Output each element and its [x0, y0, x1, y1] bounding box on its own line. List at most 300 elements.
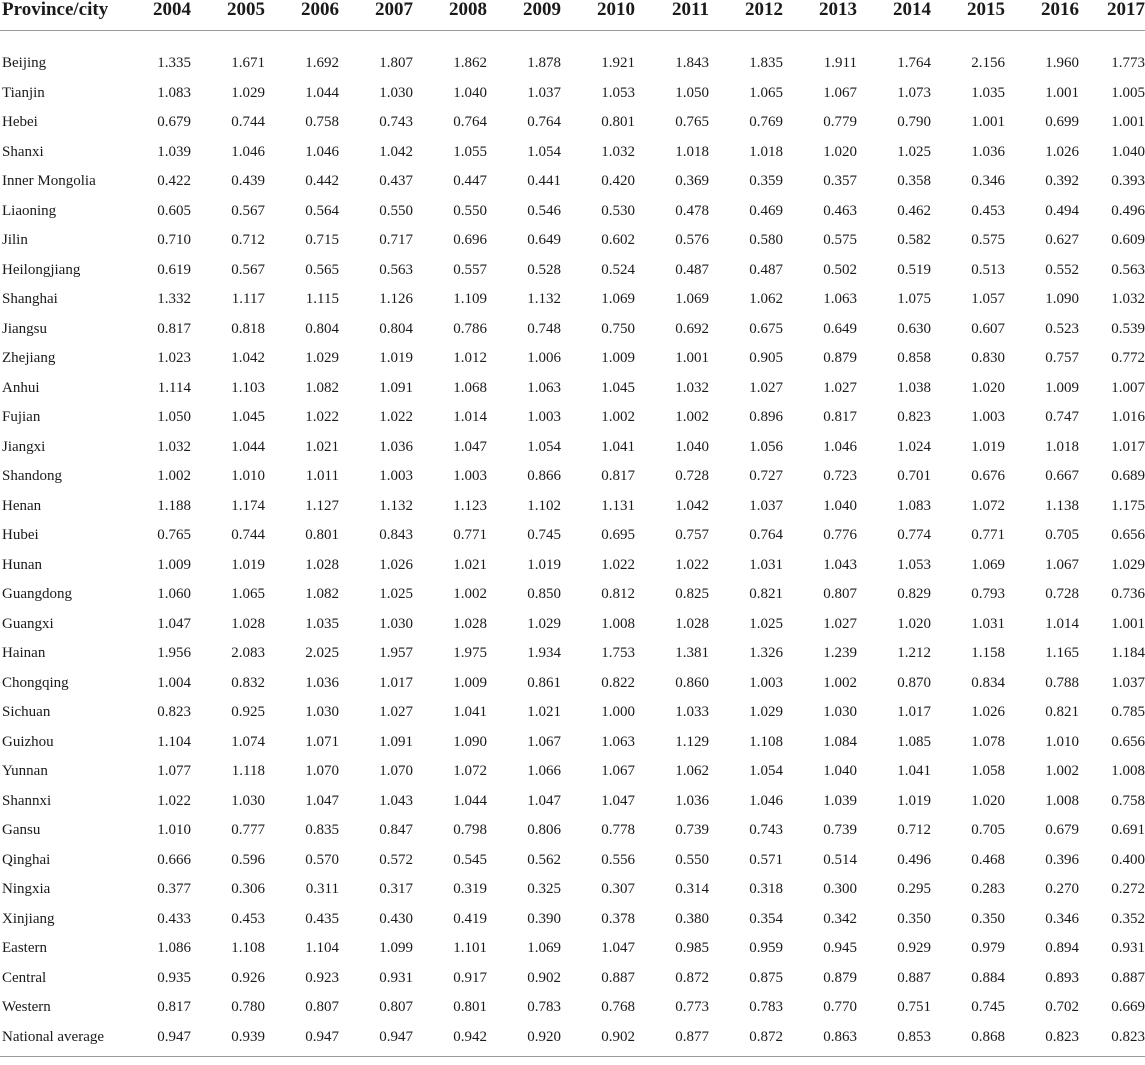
table-cell: 0.717 — [379, 232, 413, 249]
row-label: Jiangxi — [2, 438, 46, 455]
table-cell: 0.818 — [231, 320, 265, 337]
table-cell: 0.435 — [305, 910, 339, 927]
table-cell: 1.025 — [897, 143, 931, 160]
table-cell: 0.487 — [675, 261, 709, 278]
table-row — [0, 433, 1145, 463]
row-label: Fujian — [2, 409, 41, 426]
table-cell: 0.346 — [1045, 910, 1079, 927]
table-cell: 1.040 — [823, 497, 857, 514]
table-cell: 1.239 — [823, 645, 857, 662]
table-row — [0, 492, 1145, 522]
table-cell: 1.138 — [1045, 497, 1079, 514]
table-cell: 0.834 — [971, 674, 1005, 691]
table-cell: 0.771 — [453, 527, 487, 544]
row-label: Hunan — [2, 556, 42, 573]
table-cell: 1.042 — [675, 497, 709, 514]
table-cell: 1.046 — [823, 438, 857, 455]
table-cell: 0.739 — [675, 822, 709, 839]
table-cell: 1.046 — [305, 143, 339, 160]
table-cell: 1.129 — [675, 733, 709, 750]
table-cell: 0.917 — [453, 969, 487, 986]
table-cell: 0.850 — [527, 586, 561, 603]
table-cell: 1.026 — [379, 556, 413, 573]
column-header-year: 2004 — [153, 0, 191, 20]
table-cell: 1.021 — [453, 556, 487, 573]
table-cell: 0.931 — [379, 969, 413, 986]
table-cell: 0.575 — [823, 232, 857, 249]
row-label: Shanghai — [2, 291, 58, 308]
table-cell: 0.550 — [453, 202, 487, 219]
table-cell: 0.739 — [823, 822, 857, 839]
table-cell: 1.029 — [305, 350, 339, 367]
table-row — [0, 108, 1145, 138]
table-cell: 1.001 — [1111, 615, 1145, 632]
table-cell: 0.929 — [897, 940, 931, 957]
table-cell: 0.270 — [1045, 881, 1079, 898]
table-cell: 0.804 — [379, 320, 413, 337]
table-cell: 0.744 — [231, 114, 265, 131]
table-cell: 1.086 — [157, 940, 191, 957]
table-cell: 0.790 — [897, 114, 931, 131]
table-cell: 0.705 — [1045, 527, 1079, 544]
table-cell: 0.931 — [1111, 940, 1145, 957]
table-cell: 0.806 — [527, 822, 561, 839]
table-cell: 1.031 — [749, 556, 783, 573]
table-row — [0, 344, 1145, 374]
row-label: Western — [2, 999, 51, 1016]
table-cell: 0.627 — [1045, 232, 1079, 249]
table-cell: 1.960 — [1045, 55, 1079, 72]
table-cell: 0.283 — [971, 881, 1005, 898]
table-cell: 1.063 — [823, 291, 857, 308]
table-cell: 1.030 — [305, 704, 339, 721]
table-cell: 0.649 — [823, 320, 857, 337]
table-cell: 0.801 — [453, 999, 487, 1016]
table-cell: 0.817 — [157, 320, 191, 337]
table-row — [0, 79, 1145, 109]
table-row — [0, 49, 1145, 79]
row-label: Central — [2, 969, 47, 986]
table-cell: 0.793 — [971, 586, 1005, 603]
table-cell: 0.433 — [157, 910, 191, 927]
table-cell: 1.021 — [527, 704, 561, 721]
table-row — [0, 256, 1145, 286]
table-cell: 0.377 — [157, 881, 191, 898]
table-cell: 0.576 — [675, 232, 709, 249]
table-cell: 1.184 — [1111, 645, 1145, 662]
table-row — [0, 846, 1145, 876]
table-cell: 1.003 — [527, 409, 561, 426]
column-header-province: Province/city — [2, 0, 109, 20]
table-cell: 1.053 — [897, 556, 931, 573]
row-label: Heilongjiang — [2, 261, 81, 278]
table-cell: 1.126 — [379, 291, 413, 308]
table-cell: 0.563 — [379, 261, 413, 278]
table-cell: 1.692 — [305, 55, 339, 72]
table-cell: 0.945 — [823, 940, 857, 957]
table-cell: 0.894 — [1045, 940, 1079, 957]
table-cell: 1.037 — [1111, 674, 1145, 691]
table-cell: 1.037 — [527, 84, 561, 101]
table-cell: 1.057 — [971, 291, 1005, 308]
table-cell: 1.078 — [971, 733, 1005, 750]
table-cell: 0.979 — [971, 940, 1005, 957]
table-cell: 0.567 — [231, 202, 265, 219]
table-cell: 1.039 — [157, 143, 191, 160]
table-cell: 0.524 — [601, 261, 635, 278]
table-cell: 0.884 — [971, 969, 1005, 986]
table-cell: 1.003 — [971, 409, 1005, 426]
table-cell: 1.956 — [157, 645, 191, 662]
table-cell: 1.038 — [897, 379, 931, 396]
table-cell: 0.745 — [527, 527, 561, 544]
table-cell: 1.921 — [601, 55, 635, 72]
table-cell: 1.003 — [379, 468, 413, 485]
table-cell: 1.056 — [749, 438, 783, 455]
table-cell: 0.696 — [453, 232, 487, 249]
table-cell: 0.920 — [527, 1028, 561, 1045]
table-cell: 1.002 — [1045, 763, 1079, 780]
table-cell: 0.562 — [527, 851, 561, 868]
table-cell: 1.332 — [157, 291, 191, 308]
table-cell: 0.757 — [1045, 350, 1079, 367]
table-row — [0, 964, 1145, 994]
table-cell: 2.083 — [231, 645, 265, 662]
table-cell: 1.103 — [231, 379, 265, 396]
table-cell: 0.748 — [527, 320, 561, 337]
table-cell: 0.723 — [823, 468, 857, 485]
table-cell: 1.030 — [379, 615, 413, 632]
table-cell: 1.029 — [749, 704, 783, 721]
table-cell: 1.067 — [601, 763, 635, 780]
table-cell: 1.032 — [675, 379, 709, 396]
table-row — [0, 993, 1145, 1023]
table-cell: 1.073 — [897, 84, 931, 101]
table-cell: 1.117 — [231, 291, 265, 308]
table-cell: 1.071 — [305, 733, 339, 750]
table-cell: 0.679 — [1045, 822, 1079, 839]
table-cell: 1.042 — [379, 143, 413, 160]
table-cell: 1.036 — [379, 438, 413, 455]
table-cell: 0.807 — [379, 999, 413, 1016]
table-cell: 0.776 — [823, 527, 857, 544]
column-header-year: 2008 — [449, 0, 487, 20]
table-cell: 0.926 — [231, 969, 265, 986]
table-cell: 0.817 — [601, 468, 635, 485]
table-cell: 0.359 — [749, 173, 783, 190]
table-cell: 1.062 — [749, 291, 783, 308]
table-cell: 0.701 — [897, 468, 931, 485]
table-cell: 0.496 — [1111, 202, 1145, 219]
table-cell: 0.863 — [823, 1028, 857, 1045]
table-cell: 0.807 — [823, 586, 857, 603]
table-cell: 1.020 — [897, 615, 931, 632]
row-label: Eastern — [2, 940, 47, 957]
table-cell: 1.018 — [1045, 438, 1079, 455]
table-cell: 1.066 — [527, 763, 561, 780]
table-cell: 1.067 — [823, 84, 857, 101]
table-cell: 1.053 — [601, 84, 635, 101]
table-cell: 0.893 — [1045, 969, 1079, 986]
table-cell: 1.083 — [897, 497, 931, 514]
table-cell: 1.975 — [453, 645, 487, 662]
table-cell: 1.010 — [1045, 733, 1079, 750]
table-cell: 1.024 — [897, 438, 931, 455]
table-cell: 1.069 — [675, 291, 709, 308]
table-cell: 1.084 — [823, 733, 857, 750]
table-cell: 0.649 — [527, 232, 561, 249]
table-cell: 1.001 — [1045, 84, 1079, 101]
table-cell: 0.469 — [749, 202, 783, 219]
table-cell: 1.043 — [379, 792, 413, 809]
table-cell: 0.689 — [1111, 468, 1145, 485]
table-cell: 0.439 — [231, 173, 265, 190]
table-row — [0, 875, 1145, 905]
table-cell: 1.043 — [823, 556, 857, 573]
table-cell: 1.065 — [749, 84, 783, 101]
table-cell: 1.022 — [157, 792, 191, 809]
table-cell: 0.437 — [379, 173, 413, 190]
row-label: Hebei — [2, 114, 38, 131]
table-cell: 0.902 — [527, 969, 561, 986]
table-cell: 1.067 — [1045, 556, 1079, 573]
table-cell: 0.887 — [897, 969, 931, 986]
row-label: Ningxia — [2, 881, 51, 898]
table-cell: 1.006 — [527, 350, 561, 367]
table-cell: 0.272 — [1111, 881, 1145, 898]
table-cell: 1.028 — [305, 556, 339, 573]
table-cell: 0.858 — [897, 350, 931, 367]
table-header — [0, 0, 1145, 49]
table-cell: 0.669 — [1111, 999, 1145, 1016]
table-cell: 1.040 — [675, 438, 709, 455]
table-cell: 0.728 — [1045, 586, 1079, 603]
table-cell: 1.090 — [1045, 291, 1079, 308]
table-cell: 0.420 — [601, 173, 635, 190]
table-cell: 1.934 — [527, 645, 561, 662]
column-header-year: 2014 — [893, 0, 931, 20]
table-cell: 1.036 — [971, 143, 1005, 160]
table-cell: 1.047 — [305, 792, 339, 809]
header-row — [0, 0, 1145, 31]
table-cell: 0.311 — [305, 881, 339, 898]
table-cell: 1.027 — [823, 379, 857, 396]
table-cell: 1.047 — [601, 792, 635, 809]
table-cell: 0.770 — [823, 999, 857, 1016]
table-cell: 1.381 — [675, 645, 709, 662]
table-cell: 0.656 — [1111, 527, 1145, 544]
table-cell: 0.905 — [749, 350, 783, 367]
row-label: Inner Mongolia — [2, 173, 96, 190]
table-cell: 1.002 — [601, 409, 635, 426]
table-cell: 1.009 — [453, 674, 487, 691]
table-cell: 0.832 — [231, 674, 265, 691]
table-cell: 1.009 — [601, 350, 635, 367]
table-cell: 1.069 — [601, 291, 635, 308]
column-header-year: 2009 — [523, 0, 561, 20]
table-cell: 1.132 — [527, 291, 561, 308]
table-cell: 0.985 — [675, 940, 709, 957]
table-cell: 1.040 — [1111, 143, 1145, 160]
table-cell: 0.563 — [1111, 261, 1145, 278]
table-cell: 1.047 — [157, 615, 191, 632]
table-cell: 0.393 — [1111, 173, 1145, 190]
table-cell: 1.022 — [601, 556, 635, 573]
table-cell: 1.878 — [527, 55, 561, 72]
table-cell: 1.063 — [601, 733, 635, 750]
table-cell: 0.523 — [1045, 320, 1079, 337]
table-cell: 0.400 — [1111, 851, 1145, 868]
table-cell: 1.060 — [157, 586, 191, 603]
table-cell: 0.728 — [675, 468, 709, 485]
table-cell: 0.785 — [1111, 704, 1145, 721]
table-cell: 0.778 — [601, 822, 635, 839]
table-cell: 0.350 — [897, 910, 931, 927]
row-label: Gansu — [2, 822, 41, 839]
table-cell: 1.108 — [749, 733, 783, 750]
table-cell: 0.691 — [1111, 822, 1145, 839]
table-cell: 1.023 — [157, 350, 191, 367]
table-cell: 0.546 — [527, 202, 561, 219]
table-cell: 0.875 — [749, 969, 783, 986]
table-cell: 0.378 — [601, 910, 635, 927]
table-cell: 1.063 — [527, 379, 561, 396]
row-label: Jilin — [2, 232, 28, 249]
table-cell: 0.853 — [897, 1028, 931, 1045]
table-cell: 0.463 — [823, 202, 857, 219]
table-cell: 0.758 — [1111, 792, 1145, 809]
row-label: Jiangsu — [2, 320, 47, 337]
table-cell: 0.764 — [527, 114, 561, 131]
table-cell: 0.702 — [1045, 999, 1079, 1016]
table-row — [0, 138, 1145, 168]
table-cell: 1.014 — [1045, 615, 1079, 632]
table-cell: 0.352 — [1111, 910, 1145, 927]
table-cell: 1.009 — [1045, 379, 1079, 396]
table-cell: 0.764 — [749, 527, 783, 544]
table-cell: 1.009 — [157, 556, 191, 573]
table-cell: 1.067 — [527, 733, 561, 750]
table-row — [0, 315, 1145, 345]
table-cell: 0.959 — [749, 940, 783, 957]
row-label: Guangxi — [2, 615, 54, 632]
table-cell: 0.947 — [305, 1028, 339, 1045]
table-cell: 0.822 — [601, 674, 635, 691]
table-cell: 1.099 — [379, 940, 413, 957]
table-cell: 0.798 — [453, 822, 487, 839]
table-row — [0, 610, 1145, 640]
column-header-year: 2013 — [819, 0, 857, 20]
table-cell: 0.939 — [231, 1028, 265, 1045]
table-cell: 0.478 — [675, 202, 709, 219]
table-cell: 1.001 — [971, 114, 1005, 131]
table-cell: 1.065 — [231, 586, 265, 603]
table-cell: 0.727 — [749, 468, 783, 485]
table-cell: 0.565 — [305, 261, 339, 278]
table-cell: 1.035 — [971, 84, 1005, 101]
table-cell: 0.675 — [749, 320, 783, 337]
table-cell: 1.020 — [823, 143, 857, 160]
table-cell: 0.870 — [897, 674, 931, 691]
table-cell: 1.027 — [379, 704, 413, 721]
table-cell: 1.001 — [1111, 114, 1145, 131]
table-cell: 1.044 — [305, 84, 339, 101]
table-cell: 1.753 — [601, 645, 635, 662]
row-label: Shanxi — [2, 143, 44, 160]
table-cell: 0.453 — [231, 910, 265, 927]
table-cell: 2.025 — [305, 645, 339, 662]
table-cell: 1.010 — [157, 822, 191, 839]
table-cell: 0.829 — [897, 586, 931, 603]
table-cell: 1.019 — [527, 556, 561, 573]
table-cell: 0.354 — [749, 910, 783, 927]
table-cell: 1.041 — [897, 763, 931, 780]
table-cell: 0.783 — [527, 999, 561, 1016]
table-row — [0, 669, 1145, 699]
column-header-year: 2007 — [375, 0, 413, 20]
table-cell: 0.758 — [305, 114, 339, 131]
table-cell: 0.786 — [453, 320, 487, 337]
table-cell: 0.783 — [749, 999, 783, 1016]
table-cell: 0.830 — [971, 350, 1005, 367]
row-label: Shandong — [2, 468, 62, 485]
table-row — [0, 580, 1145, 610]
table-cell: 1.174 — [231, 497, 265, 514]
table-cell: 1.036 — [675, 792, 709, 809]
column-header-year: 2005 — [227, 0, 265, 20]
table-cell: 0.715 — [305, 232, 339, 249]
row-label: Henan — [2, 497, 42, 514]
table-cell: 0.392 — [1045, 173, 1079, 190]
table-cell: 0.422 — [157, 173, 191, 190]
table-row — [0, 462, 1145, 492]
table-cell: 0.468 — [971, 851, 1005, 868]
table-cell: 0.947 — [379, 1028, 413, 1045]
table-cell: 0.679 — [157, 114, 191, 131]
table-row — [0, 1023, 1145, 1053]
column-header-year: 2012 — [745, 0, 783, 20]
table-cell: 0.667 — [1045, 468, 1079, 485]
table-body — [0, 49, 1145, 1052]
table-cell: 1.212 — [897, 645, 931, 662]
table-cell: 0.772 — [1111, 350, 1145, 367]
table-cell: 0.596 — [231, 851, 265, 868]
table-cell: 1.027 — [749, 379, 783, 396]
table-cell: 1.030 — [379, 84, 413, 101]
table-cell: 0.317 — [379, 881, 413, 898]
table-cell: 0.887 — [601, 969, 635, 986]
table-cell: 0.780 — [231, 999, 265, 1016]
table-cell: 0.750 — [601, 320, 635, 337]
table-cell: 0.743 — [379, 114, 413, 131]
table-cell: 0.570 — [305, 851, 339, 868]
table-cell: 0.319 — [453, 881, 487, 898]
table-cell: 0.801 — [601, 114, 635, 131]
table-cell: 1.072 — [453, 763, 487, 780]
table-cell: 1.029 — [231, 84, 265, 101]
table-cell: 0.630 — [897, 320, 931, 337]
table-cell: 1.843 — [675, 55, 709, 72]
table-cell: 1.082 — [305, 586, 339, 603]
table-cell: 1.773 — [1111, 55, 1145, 72]
table-cell: 0.575 — [971, 232, 1005, 249]
table-cell: 0.823 — [1045, 1028, 1079, 1045]
table-cell: 1.054 — [527, 143, 561, 160]
table-cell: 1.025 — [749, 615, 783, 632]
table-cell: 0.769 — [749, 114, 783, 131]
table-cell: 0.847 — [379, 822, 413, 839]
table-cell: 0.607 — [971, 320, 1005, 337]
